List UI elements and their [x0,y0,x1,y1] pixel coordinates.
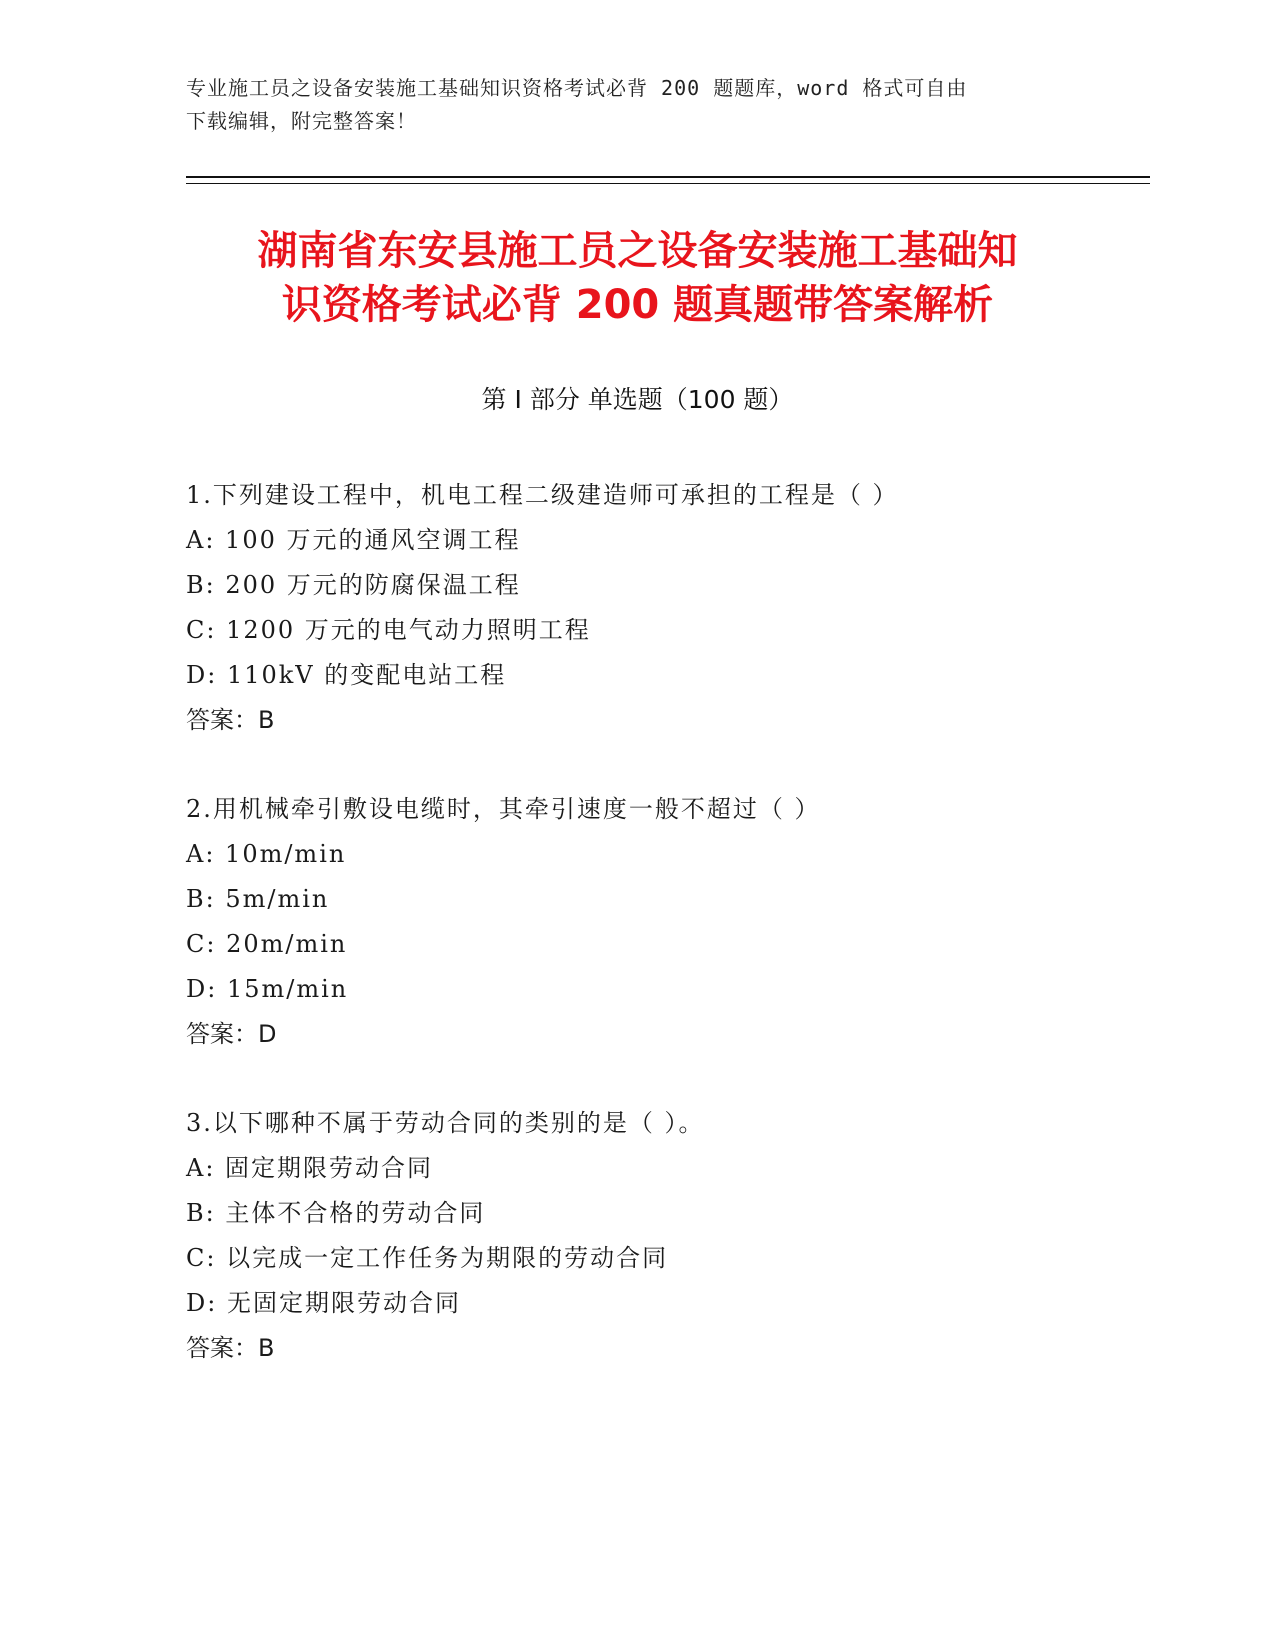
question-item [186,787,1146,1057]
option-d: D: 110kV 的变配电站工程 [186,661,507,689]
question-stem: 3.以下哪种不属于劳动合同的类别的是（ ）。 [186,1109,705,1137]
answer-label: 答案：B [186,706,275,734]
option-a: A: 固定期限劳动合同 [186,1154,434,1182]
answer-label: 答案：D [186,1020,277,1048]
option-d: D: 无固定期限劳动合同 [186,1289,461,1317]
document-title-line-1: 湖南省东安县施工员之设备安装施工基础知 [257,228,1018,274]
question-list [186,473,1146,1415]
question-item [186,1101,1146,1371]
question-stem: 1.下列建设工程中，机电工程二级建造师可承担的工程是（ ） [186,481,899,509]
document-title [140,224,1135,332]
header-note [186,72,1066,138]
header-divider-thick [186,176,1150,178]
option-b: B: 5m/min [186,885,330,913]
question-stem: 2.用机械牵引敷设电缆时，其牵引速度一般不超过（ ） [186,795,821,823]
option-d: D: 15m/min [186,975,349,1003]
option-a: A: 100 万元的通风空调工程 [186,526,521,554]
section-title: 第 I 部分 单选题（100 题） [481,385,794,414]
option-c: C: 以完成一定工作任务为期限的劳动合同 [186,1244,669,1272]
option-b: B: 200 万元的防腐保温工程 [186,571,521,599]
question-item [186,473,1146,743]
option-b: B: 主体不合格的劳动合同 [186,1199,486,1227]
document-title-line-2: 识资格考试必背 200 题真题带答案解析 [281,282,994,328]
option-c: C: 20m/min [186,930,348,958]
header-divider-thin [186,183,1150,184]
header-note-line-1: 专业施工员之设备安装施工基础知识资格考试必背 200 题题库，word 格式可自由 [186,76,968,100]
answer-label: 答案：B [186,1334,275,1362]
option-a: A: 10m/min [186,840,347,868]
option-c: C: 1200 万元的电气动力照明工程 [186,616,591,644]
header-note-line-2: 下载编辑，附完整答案！ [186,109,417,133]
